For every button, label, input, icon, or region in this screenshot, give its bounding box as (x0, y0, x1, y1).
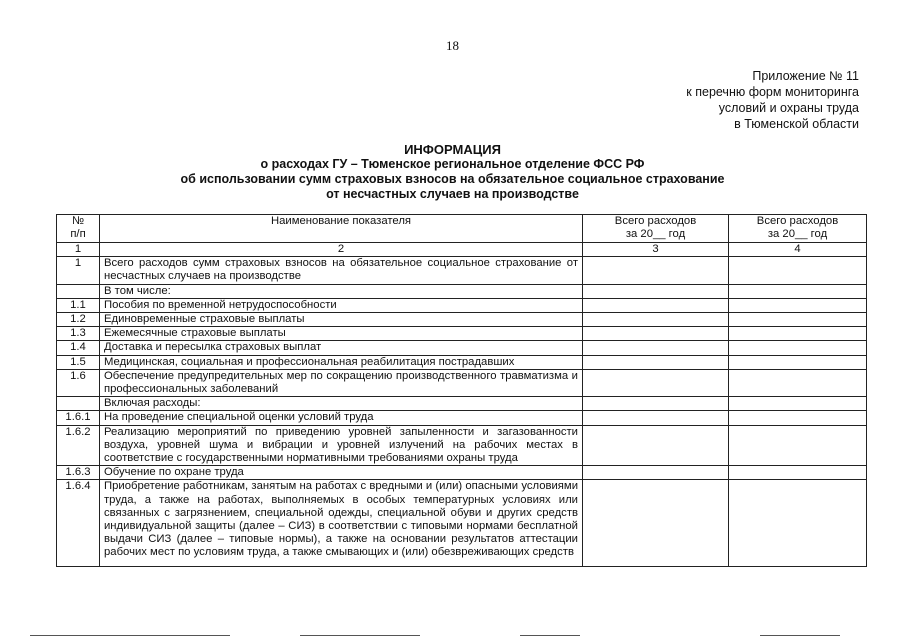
value-cell[interactable] (729, 257, 867, 284)
page-number: 18 (446, 38, 459, 53)
row-number: 1.6.4 (57, 480, 100, 566)
index-cell: 3 (583, 243, 729, 257)
value-cell[interactable] (583, 397, 729, 411)
title-heading: ИНФОРМАЦИЯ (404, 142, 501, 157)
appendix-note (686, 68, 859, 132)
value-cell[interactable] (583, 425, 729, 466)
row-number: 1.6.1 (57, 411, 100, 425)
index-cell: 4 (729, 243, 867, 257)
scan-edge-line (30, 635, 230, 636)
row-number: 1 (57, 257, 100, 284)
table-row (57, 466, 867, 480)
document-title (0, 142, 905, 202)
header-col3: Всего расходов за 20__ год (583, 215, 729, 243)
table-row (57, 397, 867, 411)
header-name: Наименование показателя (100, 215, 583, 243)
value-cell[interactable] (729, 369, 867, 396)
value-cell[interactable] (729, 327, 867, 341)
value-cell[interactable] (583, 480, 729, 566)
row-label: Обеспечение предупредительных мер по сокращению производственного травматизма и профессиональных заболеваний (100, 369, 583, 396)
scan-edge-line (520, 635, 580, 636)
value-cell[interactable] (583, 313, 729, 327)
table-row (57, 257, 867, 284)
row-label: Приобретение работникам, занятым на работах с вредными и (или) опасными условиями труда, а также на работах, выполняемых в особых температурных условиях или связанных с загрязнением, специальной одежды, специальной обуви и других средств индивидуальной защиты (далее – СИЗ) в соответствии с типовыми нормами бесплатной выдачи СИЗ (далее – типовые нормы), а также на основании результатов аттестации рабочих мест по условиям труда, а также смывающих и (или) обезвреживающих средств (100, 480, 583, 566)
header-col4: Всего расходов за 20__ год (729, 215, 867, 243)
row-number: 1.6.3 (57, 466, 100, 480)
value-cell[interactable] (729, 355, 867, 369)
table-row (57, 480, 867, 566)
report-table (56, 214, 867, 567)
row-number (57, 284, 100, 298)
table-row (57, 355, 867, 369)
scan-edge-line (760, 635, 840, 636)
row-number: 1.6 (57, 369, 100, 396)
header-num: № п/п (57, 215, 100, 243)
title-line: об использовании сумм страховых взносов на обязательное социальное страхование (180, 172, 725, 186)
index-cell: 2 (100, 243, 583, 257)
row-label: В том числе: (100, 284, 583, 298)
row-number: 1.4 (57, 341, 100, 355)
row-label: Пособия по временной нетрудоспособности (100, 298, 583, 312)
value-cell[interactable] (583, 298, 729, 312)
row-number: 1.5 (57, 355, 100, 369)
value-cell[interactable] (729, 313, 867, 327)
value-cell[interactable] (583, 284, 729, 298)
value-cell[interactable] (583, 369, 729, 396)
value-cell[interactable] (583, 327, 729, 341)
value-cell[interactable] (729, 411, 867, 425)
table-row (57, 369, 867, 396)
row-label: Всего расходов сумм страховых взносов на обязательное социальное страхование от несчастных случаев на производстве (100, 257, 583, 284)
value-cell[interactable] (583, 341, 729, 355)
scan-edge-line (300, 635, 420, 636)
value-cell[interactable] (729, 284, 867, 298)
title-line: о расходах ГУ – Тюменское региональное отделение ФСС РФ (260, 157, 645, 171)
table-row (57, 341, 867, 355)
appendix-line: Приложение № 11 (752, 69, 859, 83)
row-label: Единовременные страховые выплаты (100, 313, 583, 327)
table-index-row (57, 243, 867, 257)
row-label: Обучение по охране труда (100, 466, 583, 480)
value-cell[interactable] (583, 257, 729, 284)
value-cell[interactable] (729, 425, 867, 466)
index-cell: 1 (57, 243, 100, 257)
row-label: Включая расходы: (100, 397, 583, 411)
row-number: 1.1 (57, 298, 100, 312)
value-cell[interactable] (729, 480, 867, 566)
table-row (57, 313, 867, 327)
row-number (57, 397, 100, 411)
title-line: от несчастных случаев на производстве (326, 187, 579, 201)
appendix-line: в Тюменской области (734, 117, 859, 131)
table-row (57, 298, 867, 312)
table-header-row (57, 215, 867, 243)
row-number: 1.6.2 (57, 425, 100, 466)
row-number: 1.3 (57, 327, 100, 341)
appendix-line: к перечню форм мониторинга (686, 85, 859, 99)
table-row (57, 327, 867, 341)
value-cell[interactable] (583, 411, 729, 425)
table-row (57, 411, 867, 425)
value-cell[interactable] (729, 298, 867, 312)
value-cell[interactable] (729, 397, 867, 411)
value-cell[interactable] (729, 466, 867, 480)
value-cell[interactable] (583, 355, 729, 369)
value-cell[interactable] (583, 466, 729, 480)
row-label: Реализацию мероприятий по приведению уровней запыленности и загазованности воздуха, уровней шума и вибрации и уровней излучений на рабочих местах в соответствие с государственными нормативными требованиями охраны труда (100, 425, 583, 466)
row-label: Доставка и пересылка страховых выплат (100, 341, 583, 355)
value-cell[interactable] (729, 341, 867, 355)
row-label: Ежемесячные страховые выплаты (100, 327, 583, 341)
row-label: На проведение специальной оценки условий труда (100, 411, 583, 425)
table-row (57, 425, 867, 466)
appendix-line: условий и охраны труда (718, 101, 859, 115)
row-number: 1.2 (57, 313, 100, 327)
table-row (57, 284, 867, 298)
row-label: Медицинская, социальная и профессиональная реабилитация пострадавших (100, 355, 583, 369)
